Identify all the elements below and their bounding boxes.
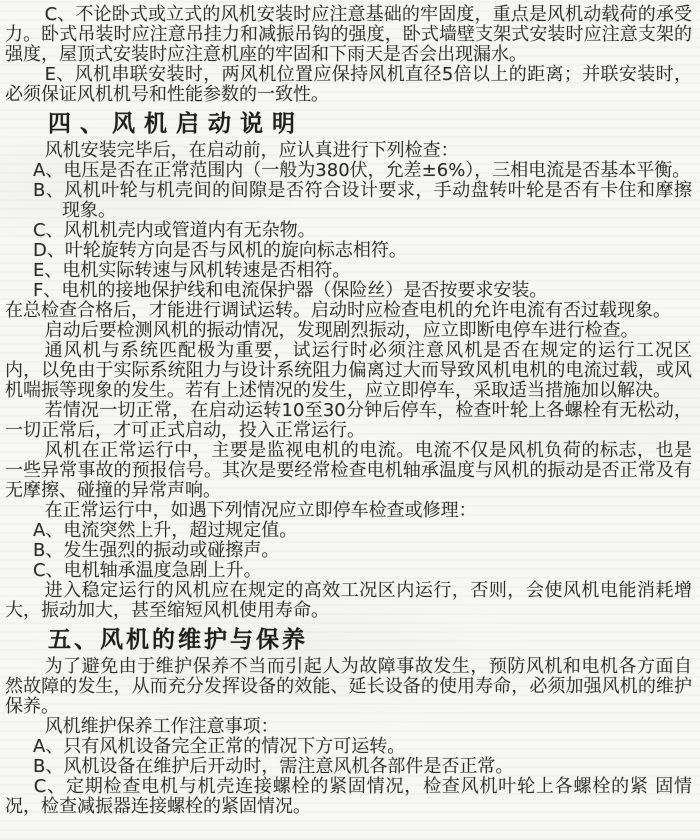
paragraph-stable-operation: 进入稳定运行的风机应在规定的高效工况区内运行，否则，会使风机电能消耗增大，振动加大，甚至缩短风机使用寿命。 [5, 580, 692, 621]
paragraph-stop-conditions-intro: 在正常运行中，如遇下列情况应立即停车检查或修理： [44, 500, 477, 521]
paragraph-system-match: 通风机与系统匹配极为重要，试运行时必须注意风机是否在规定的运行工况区内，以免由于实际系统阻力与设计系统阻力偏离过大而导致风机电机的电流过载，或风机喘振等现象的发生。若有上述情况的发生，应立即停车，采取适当措施加以解决。 [5, 340, 692, 401]
list-item-stop-a: A、电流突然上升，超过规定值。 [33, 520, 298, 541]
paragraph-vibration: 启动后要检测风机的振动情况，发现剧烈振动，应立即断电停车进行检查。 [44, 320, 639, 341]
section-heading-5-maintenance: 五、风机的维护与保养 [48, 627, 308, 653]
list-item-check-b: B、风机叶轮与机壳间的间隙是否符合设计要求，手动盘转叶轮是否有卡住和摩擦现象。 [33, 180, 692, 221]
list-item-check-c: C、风机机壳内或管道内有无杂物。 [33, 220, 316, 241]
paragraph-trial-run: 若情况一切正常，在启动运转10至30分钟后停车，检查叶轮上各螺栓有无松动，一切正常后，才可正式启动，投入正常运行。 [5, 400, 692, 441]
paragraph-maintenance-c: C、定期检查电机与机壳连接螺栓的紧固情况，检查风机叶轮上各螺栓的紧 固情况，检查减振器连接螺栓的紧固情况。 [5, 776, 692, 817]
list-item-stop-b: B、发生强烈的振动或碰擦声。 [33, 540, 280, 561]
paragraph-startup-intro: 风机安装完毕后，在启动前，应认真进行下列检查： [44, 140, 459, 161]
list-item-check-f: F、电机的接地保护线和电流保护器（保险丝）是否按要求安装。 [33, 280, 548, 301]
list-item-check-e: E、电机实际转速与风机转速是否相符。 [33, 260, 351, 281]
list-item-maintenance-b: B、风机设备在维护后开动时，需注意风机各部件是否正常。 [33, 756, 514, 777]
paragraph-install-e: E、风机串联安装时，两风机位置应保持风机直径5倍以上的距离；并联安装时，必须保证风机机号和性能参数的一致性。 [5, 64, 692, 105]
list-item-maintenance-a: A、只有风机设备完全正常的情况下方可运转。 [33, 736, 406, 757]
section-heading-4-startup: 四、风机启动说明 [48, 111, 304, 137]
paragraph-maintenance-intro: 为了避免由于维护保养不当而引起人为故障事故发生，预防风机和电机各方面自然故障的发生，从而充分发挥设备的效能、延长设备的使用寿命，必须加强风机的维护保养。 [5, 656, 692, 717]
list-item-check-a: A、电压是否在正常范围内（一般为380伏，允差±6%），三相电流是否基本平衡。 [33, 160, 691, 181]
paragraph-maintenance-notes-intro: 风机维护保养工作注意事项： [44, 716, 279, 737]
paragraph-install-c: C、不论卧式或立式的风机安装时应注意基础的牢固度，重点是风机动载荷的承受力。卧式吊装时应注意吊挂力和减振吊钩的强度，卧式墙壁支架式安装时应注意支架的强度，屋顶式安装时应注意机座的牢固和下雨天是否会出现漏水。 [5, 4, 692, 65]
paragraph-normal-operation: 风机在正常运行中，主要是监视电机的电流。电流不仅是风机负荷的标志，也是一些异常事故的预报信号。其次是要经常检查电机轴承温度与风机的振动是否正常及有无摩擦、碰撞的异常声响。 [5, 440, 692, 501]
list-item-stop-c: C、电机轴承温度急剧上升。 [33, 560, 262, 581]
paragraph-general-check: 在总检查合格后，才能进行调试运转。启动时应检查电机的允许电流有否过载现象。 [5, 300, 671, 321]
list-item-check-d: D、叶轮旋转方向是否与风机的旋向标志相符。 [33, 240, 407, 261]
